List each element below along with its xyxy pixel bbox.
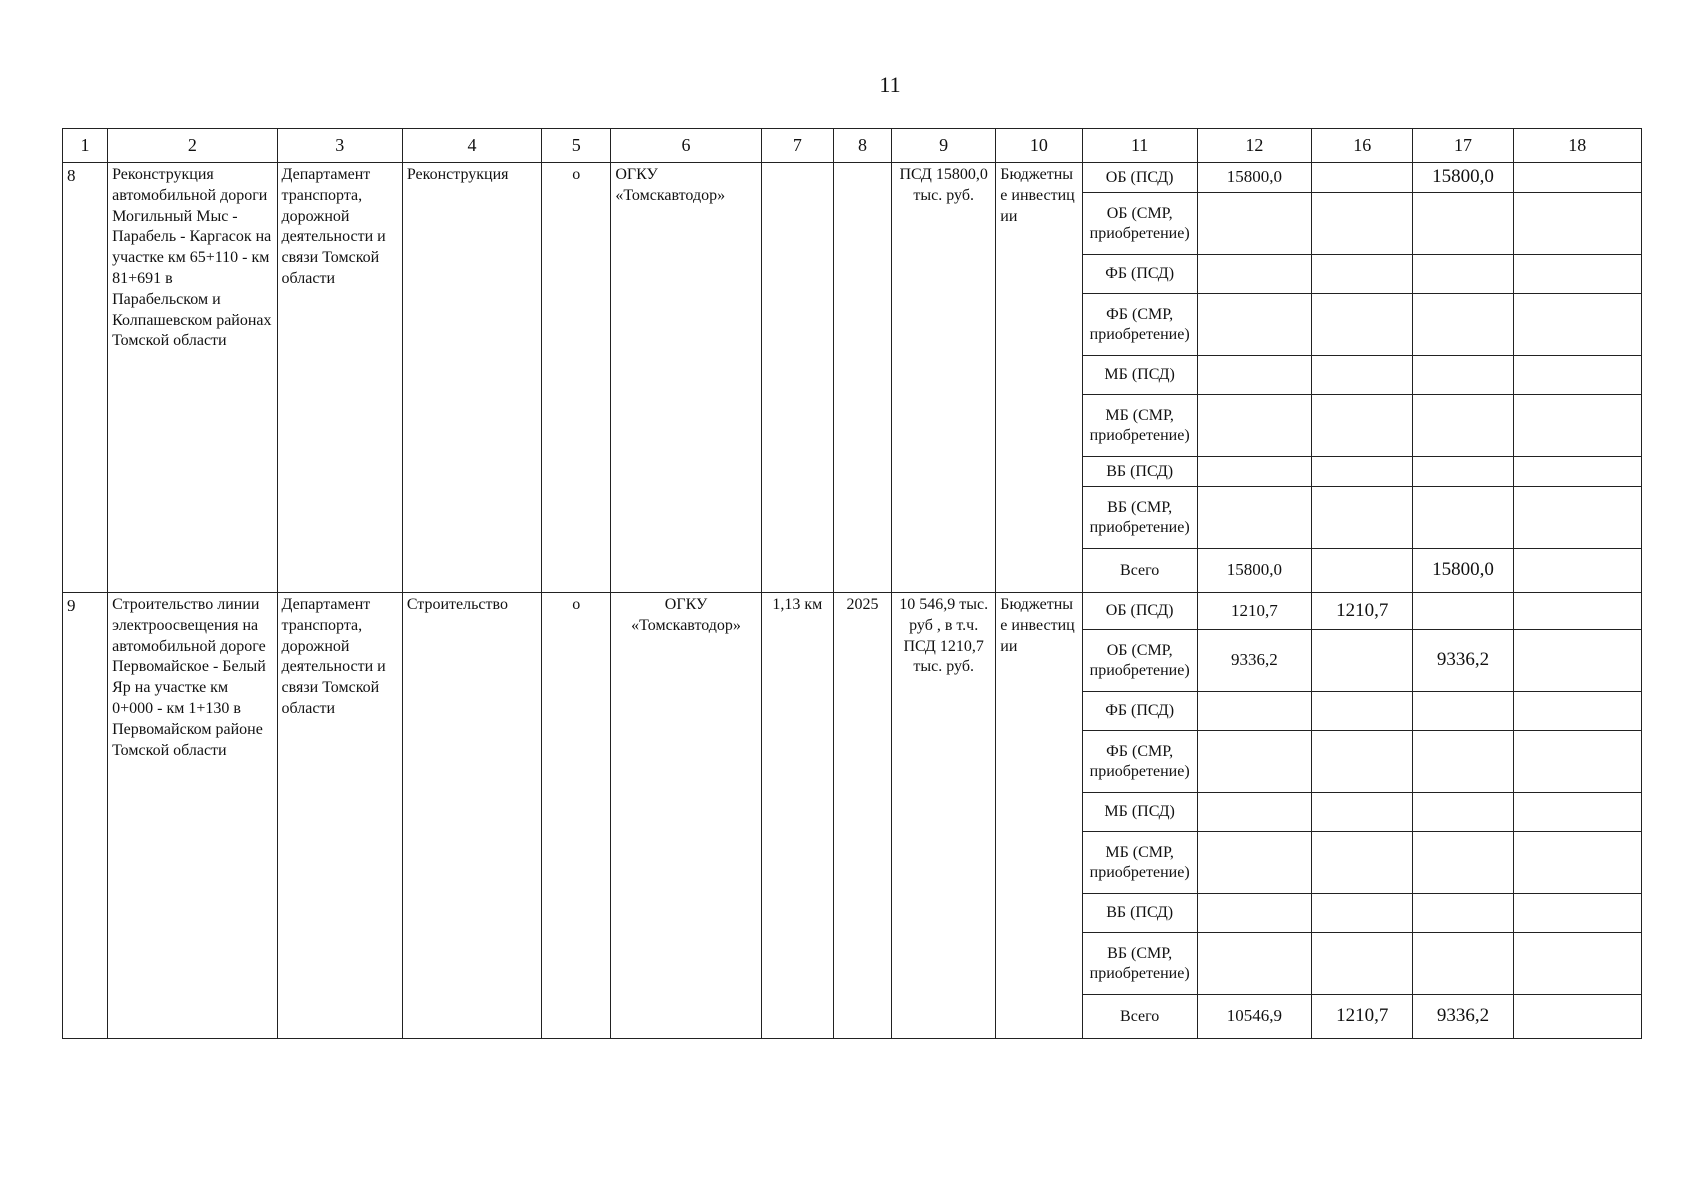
value-col12 [1197, 487, 1311, 549]
value-col16: 1210,7 [1312, 593, 1413, 630]
value-col17 [1413, 894, 1513, 933]
executor: ОГКУ «Томскавтодор» [611, 163, 761, 593]
value-col12: 1210,7 [1197, 593, 1311, 630]
value-col18 [1513, 692, 1641, 731]
column-header: 8 [833, 129, 891, 163]
capacity: 1,13 км [761, 593, 833, 1039]
value-col16: 1210,7 [1312, 995, 1413, 1039]
value-col18 [1513, 163, 1641, 193]
column-header: 12 [1197, 129, 1311, 163]
object-name: Строительство линии электроосвещения на автомобильной дороге Первомайское - Белый Яр на участке км 0+000 - км 1+130 в Первомайском районе Томской области [108, 593, 277, 1039]
value-col16 [1312, 731, 1413, 793]
value-col17: 15800,0 [1413, 549, 1513, 593]
value-col18 [1513, 395, 1641, 457]
value-col12 [1197, 793, 1311, 832]
investment-type: Бюджетные инвестиции [996, 163, 1082, 593]
funding-source: ВБ (ПСД) [1082, 457, 1197, 487]
value-col16 [1312, 832, 1413, 894]
value-col16 [1312, 793, 1413, 832]
value-col18 [1513, 255, 1641, 294]
funding-source: ОБ (СМР, приобретение) [1082, 630, 1197, 692]
column-header: 5 [542, 129, 611, 163]
column-header: 3 [277, 129, 402, 163]
value-col17 [1413, 395, 1513, 457]
value-col16 [1312, 255, 1413, 294]
column-header: 18 [1513, 129, 1641, 163]
value-col12 [1197, 395, 1311, 457]
value-col17 [1413, 193, 1513, 255]
value-col12: 15800,0 [1197, 163, 1311, 193]
value-col18 [1513, 933, 1641, 995]
year [833, 163, 891, 593]
value-col17: 9336,2 [1413, 995, 1513, 1039]
column-header: 10 [996, 129, 1082, 163]
column-header: 6 [611, 129, 761, 163]
page-number: 11 [879, 72, 901, 97]
value-col17 [1413, 255, 1513, 294]
value-col18 [1513, 894, 1641, 933]
column-header: 9 [892, 129, 996, 163]
value-col16 [1312, 933, 1413, 995]
value-col16 [1312, 356, 1413, 395]
funding-source: МБ (ПСД) [1082, 793, 1197, 832]
value-col12 [1197, 832, 1311, 894]
value-col12: 9336,2 [1197, 630, 1311, 692]
customer: Департамент транспорта, дорожной деятельности и связи Томской области [277, 593, 402, 1039]
table-row [63, 593, 1642, 630]
column-header: 11 [1082, 129, 1197, 163]
value-col17 [1413, 356, 1513, 395]
value-col16 [1312, 163, 1413, 193]
column-header: 1 [63, 129, 108, 163]
value-col18 [1513, 457, 1641, 487]
value-col17: 9336,2 [1413, 630, 1513, 692]
funding-source: ОБ (ПСД) [1082, 163, 1197, 193]
value-col12 [1197, 193, 1311, 255]
column-number-row [63, 129, 1642, 163]
value-col16 [1312, 395, 1413, 457]
funding-source: ВБ (СМР, приобретение) [1082, 933, 1197, 995]
value-col18 [1513, 995, 1641, 1039]
value-col12 [1197, 457, 1311, 487]
value-col17 [1413, 487, 1513, 549]
value-col18 [1513, 193, 1641, 255]
funding-source: МБ (СМР, приобретение) [1082, 832, 1197, 894]
value-col17 [1413, 933, 1513, 995]
row-number: 9 [63, 593, 108, 1039]
funding-source: ФБ (СМР, приобретение) [1082, 731, 1197, 793]
cost: 10 546,9 тыс. руб , в т.ч. ПСД 1210,7 тыс. руб. [892, 593, 996, 1039]
value-col18 [1513, 731, 1641, 793]
value-col12 [1197, 356, 1311, 395]
column-header: 17 [1413, 129, 1513, 163]
funding-source-total: Всего [1082, 995, 1197, 1039]
funding-source: ОБ (ПСД) [1082, 593, 1197, 630]
investment-table [62, 128, 1642, 1039]
value-col16 [1312, 549, 1413, 593]
work-type: Реконструкция [402, 163, 541, 593]
value-col17 [1413, 593, 1513, 630]
cost: ПСД 15800,0 тыс. руб. [892, 163, 996, 593]
customer: Департамент транспорта, дорожной деятельности и связи Томской области [277, 163, 402, 593]
value-col18 [1513, 593, 1641, 630]
value-col12: 10546,9 [1197, 995, 1311, 1039]
column-header: 2 [108, 129, 277, 163]
value-col12 [1197, 294, 1311, 356]
object-name: Реконструкция автомобильной дороги Могильный Мыс - Парабель - Каргасок на участке км 65+110 - км 81+691 в Парабельском и Колпашевском районах Томской области [108, 163, 277, 593]
value-col16 [1312, 630, 1413, 692]
funding-source-total: Всего [1082, 549, 1197, 593]
capacity [761, 163, 833, 593]
value-col18 [1513, 294, 1641, 356]
value-col12 [1197, 731, 1311, 793]
funding-source: ВБ (ПСД) [1082, 894, 1197, 933]
funding-source: ФБ (СМР, приобретение) [1082, 294, 1197, 356]
col5-value: о [542, 163, 611, 593]
value-col17 [1413, 692, 1513, 731]
value-col18 [1513, 549, 1641, 593]
value-col17 [1413, 832, 1513, 894]
column-header: 4 [402, 129, 541, 163]
value-col12 [1197, 933, 1311, 995]
value-col16 [1312, 294, 1413, 356]
funding-source: МБ (СМР, приобретение) [1082, 395, 1197, 457]
value-col18 [1513, 487, 1641, 549]
value-col18 [1513, 356, 1641, 395]
investment-type: Бюджетные инвестиции [996, 593, 1082, 1039]
value-col16 [1312, 193, 1413, 255]
value-col18 [1513, 630, 1641, 692]
value-col12: 15800,0 [1197, 549, 1311, 593]
funding-source: ВБ (СМР, приобретение) [1082, 487, 1197, 549]
funding-source: ОБ (СМР, приобретение) [1082, 193, 1197, 255]
value-col16 [1312, 692, 1413, 731]
year: 2025 [833, 593, 891, 1039]
value-col12 [1197, 894, 1311, 933]
value-col12 [1197, 692, 1311, 731]
funding-source: ФБ (ПСД) [1082, 692, 1197, 731]
value-col16 [1312, 894, 1413, 933]
funding-source: МБ (ПСД) [1082, 356, 1197, 395]
value-col16 [1312, 457, 1413, 487]
value-col18 [1513, 793, 1641, 832]
value-col17 [1413, 793, 1513, 832]
table-row [63, 163, 1642, 193]
row-number: 8 [63, 163, 108, 593]
value-col17: 15800,0 [1413, 163, 1513, 193]
col5-value: о [542, 593, 611, 1039]
value-col17 [1413, 731, 1513, 793]
value-col17 [1413, 457, 1513, 487]
column-header: 16 [1312, 129, 1413, 163]
value-col18 [1513, 832, 1641, 894]
funding-source: ФБ (ПСД) [1082, 255, 1197, 294]
value-col16 [1312, 487, 1413, 549]
executor: ОГКУ «Томскавтодор» [611, 593, 761, 1039]
value-col12 [1197, 255, 1311, 294]
column-header: 7 [761, 129, 833, 163]
value-col17 [1413, 294, 1513, 356]
work-type: Строительство [402, 593, 541, 1039]
